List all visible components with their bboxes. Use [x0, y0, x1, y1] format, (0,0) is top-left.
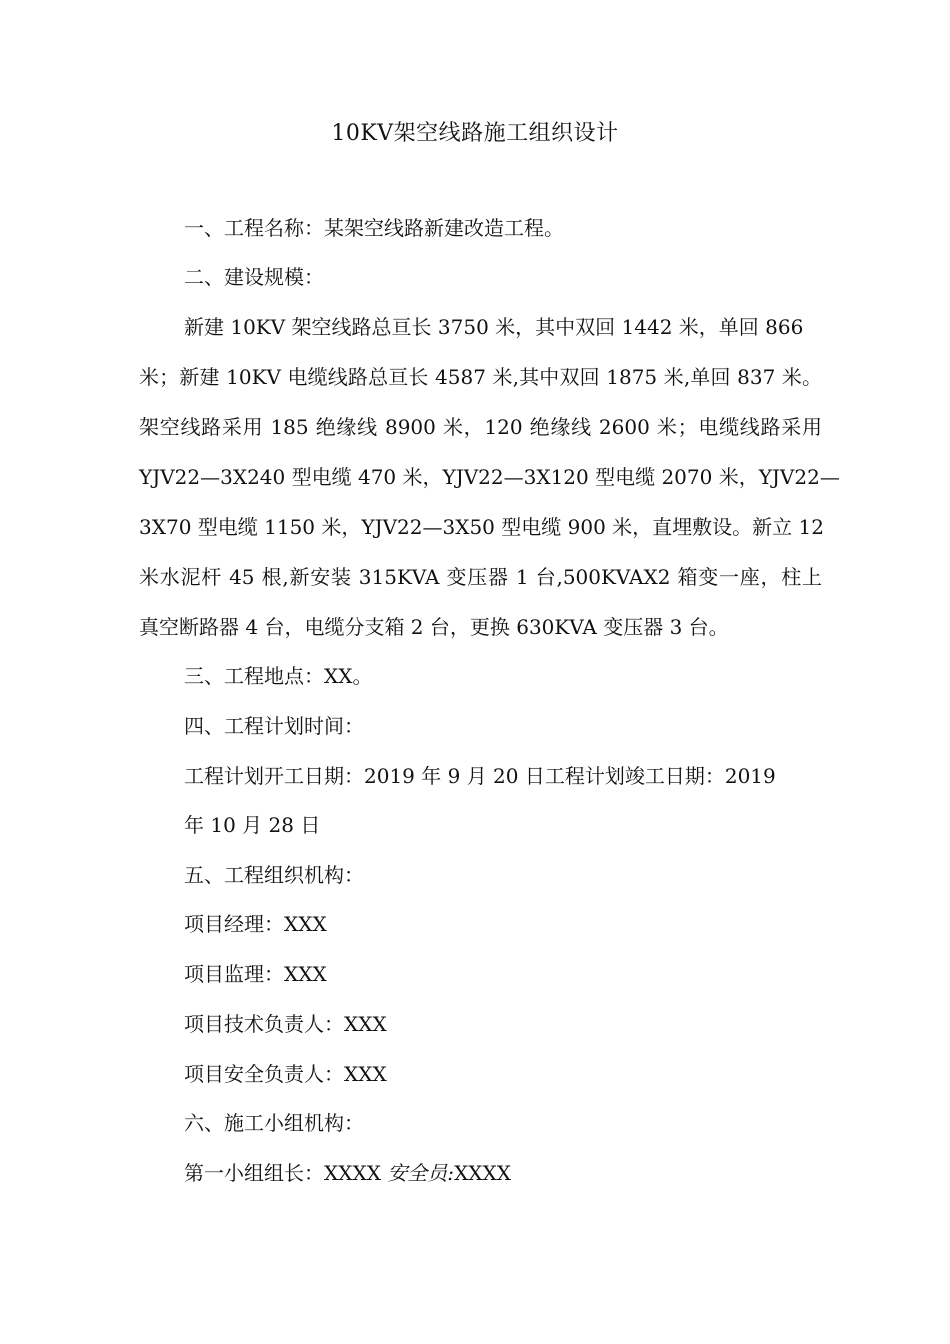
scale-paragraph-line: 3X70 型电缆 1150 米，YJV22—3X50 型电缆 900 米，直埋敷设。新立 12 — [139, 515, 824, 539]
scale-paragraph-line: 米；新建 10KV 电缆线路总亘长 4587 米,其中双回 1875 米,单回 837 米。 — [139, 365, 822, 389]
org-project-manager: 项目经理：XXX — [184, 912, 327, 936]
document-title: 10KV架空线路施工组织设计 — [331, 121, 619, 146]
scale-paragraph-line: 米水泥杆 45 根,新安装 315KVA 变压器 1 台,500KVAX2 箱变一座，柱上 — [139, 565, 822, 589]
section-construction-scale: 二、建设规模： — [184, 265, 324, 289]
group1-safety-value: XXXX — [454, 1161, 512, 1185]
schedule-line: 年 10 月 28 日 — [184, 813, 321, 837]
scale-paragraph-line: 新建 10KV 架空线路总亘长 3750 米，其中双回 1442 米，单回 866 — [184, 315, 804, 339]
section-construction-groups: 六、施工小组机构： — [184, 1111, 364, 1135]
org-safety-lead: 项目安全负责人：XXX — [184, 1062, 387, 1086]
group1-line — [184, 1158, 511, 1188]
scale-paragraph-line: YJV22—3X240 型电缆 470 米，YJV22—3X120 型电缆 2070 米，YJV22— — [139, 465, 840, 489]
org-tech-lead: 项目技术负责人：XXX — [184, 1012, 387, 1036]
org-project-supervisor: 项目监理：XXX — [184, 962, 327, 986]
schedule-line: 工程计划开工日期：2019 年 9 月 20 日工程计划竣工日期：2019 — [184, 764, 776, 788]
group1-safety-label: 安全员: — [387, 1161, 455, 1185]
section-organization: 五、工程组织机构： — [184, 863, 364, 887]
scale-paragraph-line: 架空线路采用 185 绝缘线 8900 米，120 绝缘线 2600 米；电缆线路采用 — [139, 415, 822, 439]
section-project-location: 三、工程地点：XX。 — [184, 664, 373, 688]
section-project-schedule: 四、工程计划时间： — [184, 714, 364, 738]
scale-paragraph-line: 真空断路器 4 台，电缆分支箱 2 台，更换 630KVA 变压器 3 台。 — [139, 615, 729, 639]
section-project-name: 一、工程名称：某架空线路新建改造工程。 — [184, 216, 564, 240]
group1-leader: 第一小组组长：XXXX — [184, 1161, 388, 1185]
